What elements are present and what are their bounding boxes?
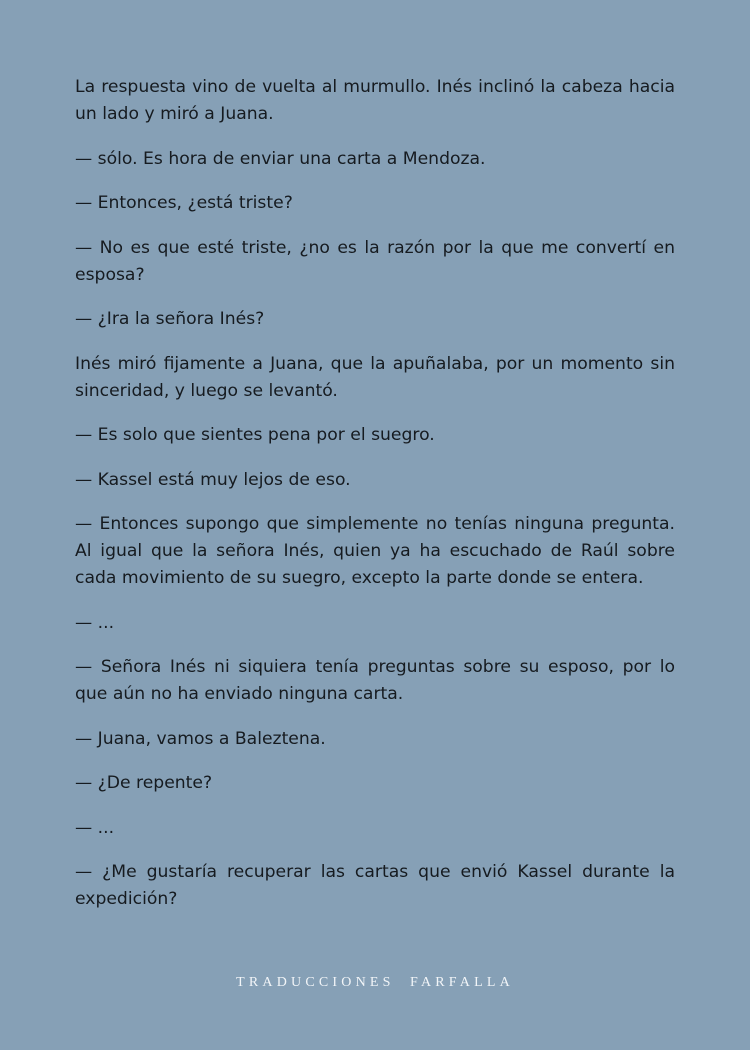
- paragraph: — sólo. Es hora de enviar una carta a Mendoza.: [75, 148, 486, 169]
- footer-credit: TRADUCCIONES FARFALLA: [236, 975, 514, 990]
- paragraph: — Es solo que sientes pena por el suegro.: [75, 425, 435, 445]
- paragraph: — Señora Inés ni siquiera tenía preguntas sobre su esposo, por lo que aún no ha enviado ninguna carta.: [75, 657, 675, 704]
- paragraph: — ¿Me gustaría recuperar las cartas que envió Kassel durante la expedición?: [75, 862, 675, 909]
- paragraph: La respuesta vino de vuelta al murmullo. Inés inclinó la cabeza hacia un lado y miró a Juana.: [75, 77, 675, 124]
- paragraph: — No es que esté triste, ¿no es la razón por la que me convertí en esposa?: [75, 237, 675, 285]
- paragraph: — ...: [75, 817, 115, 838]
- paragraph: — Entonces supongo que simplemente no tenías ninguna pregunta. Al igual que la señora Inés, quien ya ha escuchado de Raúl sobre cada movimiento de su suegro, excepto la parte donde se entera.: [75, 514, 675, 588]
- paragraph: — ¿De repente?: [75, 773, 213, 793]
- paragraph: — Entonces, ¿está triste?: [75, 193, 293, 213]
- page-text: [75, 74, 675, 931]
- paragraph: — Juana, vamos a Baleztena.: [75, 728, 326, 749]
- paragraph: — ...: [75, 612, 115, 633]
- paragraph: Inés miró fijamente a Juana, que la apuñalaba, por un momento sin sinceridad, y luego se levantó.: [75, 353, 675, 401]
- paragraph: — Kassel está muy lejos de eso.: [75, 469, 351, 490]
- paragraph: — ¿Ira la señora Inés?: [75, 309, 265, 329]
